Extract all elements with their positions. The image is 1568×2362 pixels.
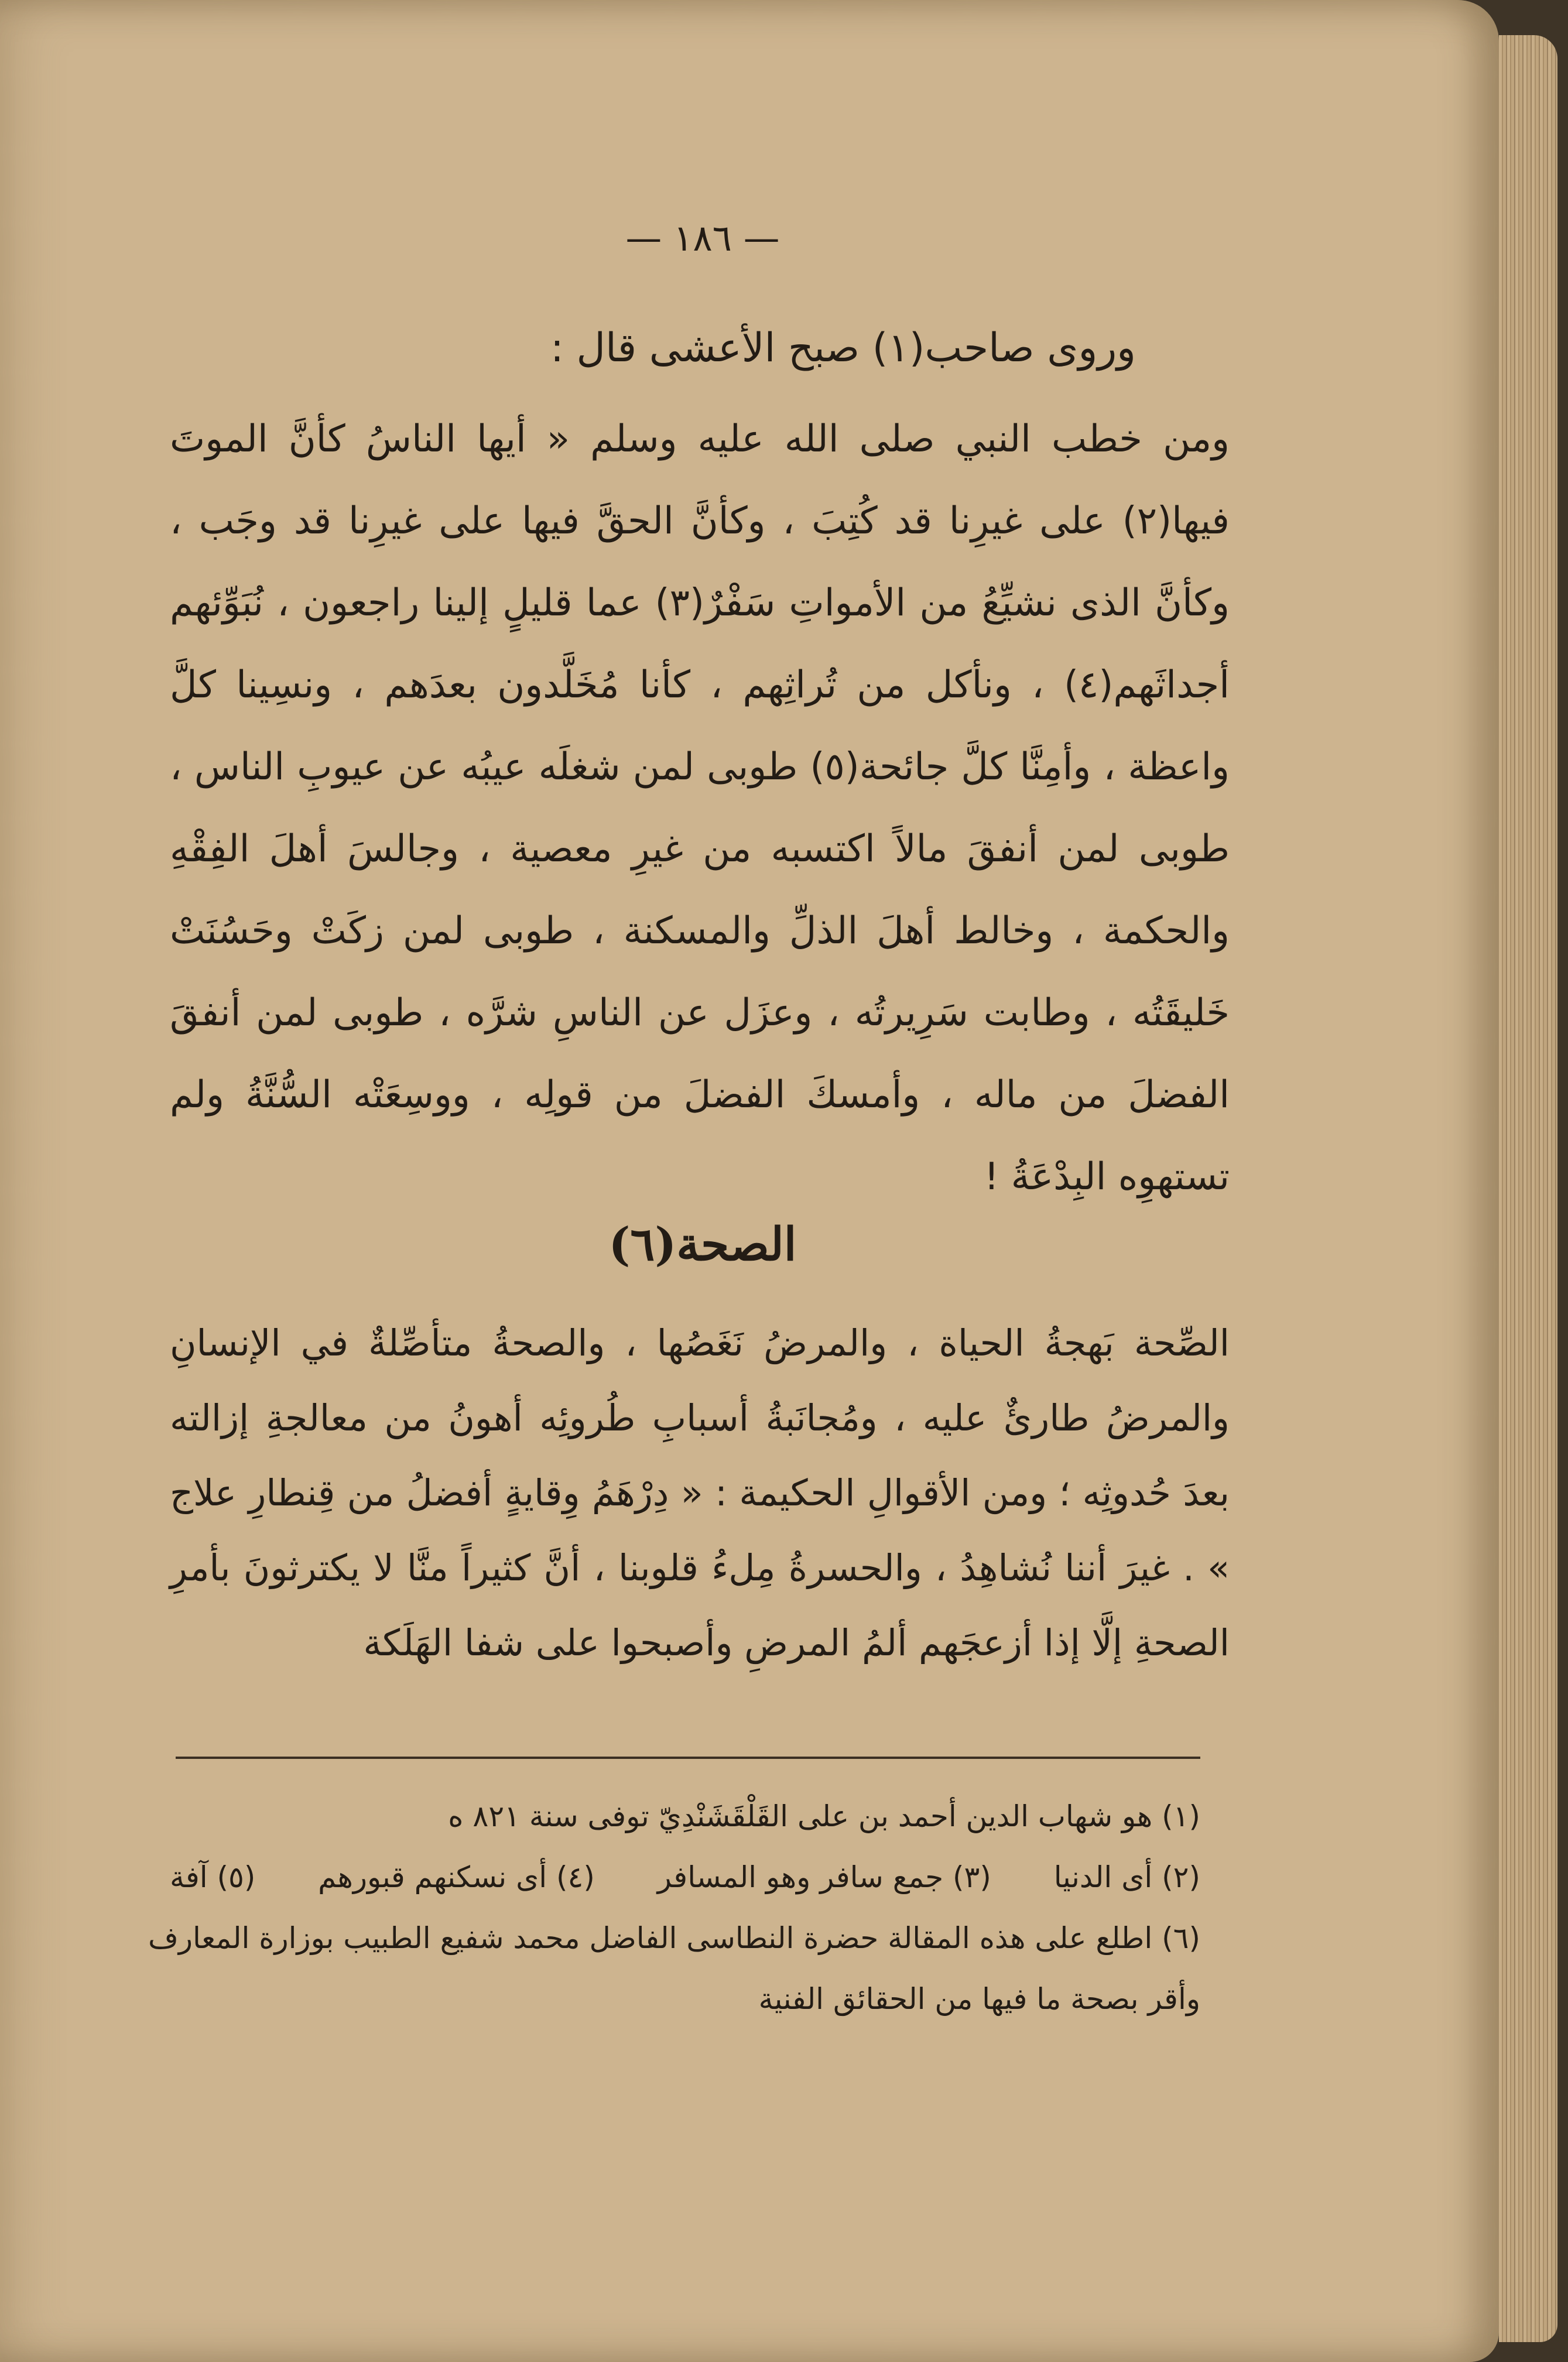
footnote-3: (٣) جمع سافر وهو المسافر (657, 1860, 991, 1894)
footnote-row-1 (170, 1786, 1200, 1847)
footnote-row-2 (170, 1847, 1200, 1908)
section-heading: الصحة(٦) (608, 1218, 797, 1271)
page-number: — ١٨٦ — (625, 217, 780, 259)
footnote-2: (٢) أى الدنيا (1053, 1860, 1200, 1894)
hadith-paragraph (170, 398, 1230, 1218)
footnote-5: (٥) آفة (170, 1860, 256, 1894)
footnote-divider (176, 1757, 1200, 1759)
page-edges (1499, 35, 1557, 2342)
footnote-6-line-2: وأقر بصحة ما فيها من الحقائق الفنية (758, 1982, 1200, 2016)
hadith-text: ومن خطب النبي صلى الله عليه وسلم « أيها الناسُ كأنَّ الموتَ فيها(٢) على غيرِنا قد كُتِبَ ، وكأنَّ الحقَّ فيها على غيرِنا قد وجَب ، وكأنَّ الذى نشيِّعُ من الأمواتِ سَفْرٌ(٣) عما قليلٍ إلينا راجعون ، نُبَوِّئهم أجداثَهم(٤) ، ونأكل من تُراثِهم ، كأنا مُخَلَّدون بعدَهم ، ونسِينا كلَّ واعظة ، وأمِنَّا كلَّ جائحة(٥) طوبى لمن شغلَه عيبُه عن عيوبِ الناس ، طوبى لمن أنفقَ مالاً اكتسبه من غيرِ معصية ، وجالسَ أهلَ الفِقْهِ والحكمة ، وخالط أهلَ الذلِّ والمسكنة ، طوبى لمن زكَتْ وحَسُنَتْ خَليقَتُه ، وطابت سَرِيرتُه ، وعزَل عن الناسِ شرَّه ، طوبى لمن أنفقَ الفضلَ من ماله ، وأمسكَ الفضلَ من قولِه ، ووسِعَتْه السُّنَّةُ ولم تستهوِه البِدْعَةُ ! (170, 417, 1230, 1199)
footnotes (148, 1786, 1200, 2029)
footnote-6-line-1: (٦) اطلع على هذه المقالة حضرة النطاسى الفاضل محمد شفيع الطبيب بوزارة المعارف (148, 1921, 1200, 1955)
intro-line (170, 316, 1230, 381)
health-paragraph (170, 1306, 1230, 1680)
intro-text: وروى صاحب(١) صبح الأعشى قال : (550, 325, 1136, 371)
health-text: الصِّحة بَهجةُ الحياة ، والمرضُ نَغَصُها ، والصحةُ متأصِّلةٌ في الإنسانِ والمرضُ طارئٌ عليه ، ومُجانَبةُ أسبابِ طُروئِه أهونُ من معالجةِ إزالته بعدَ حُدوثِه ؛ ومن الأقوالِ الحكيمة : « دِرْهَمُ وِقايةٍ أفضلُ من قِنطارِ علاج » . غيرَ أننا نُشاهِدُ ، والحسرةُ مِلءُ قلوبنا ، أنَّ كثيراً منَّا لا يكترثونَ بأمرِ الصحةِ إلَّا إذا أزعجَهم ألمُ المرضِ وأصبحوا على شفا الهَلَكة (170, 1322, 1230, 1664)
footnote-1: (١) هو شهاب الدين أحمد بن على القَلْقَشَنْدِيّ توفى سنة ٨٢١ ه (448, 1799, 1200, 1833)
footnote-4: (٤) أى نسكنهم قبورهم (318, 1860, 595, 1894)
